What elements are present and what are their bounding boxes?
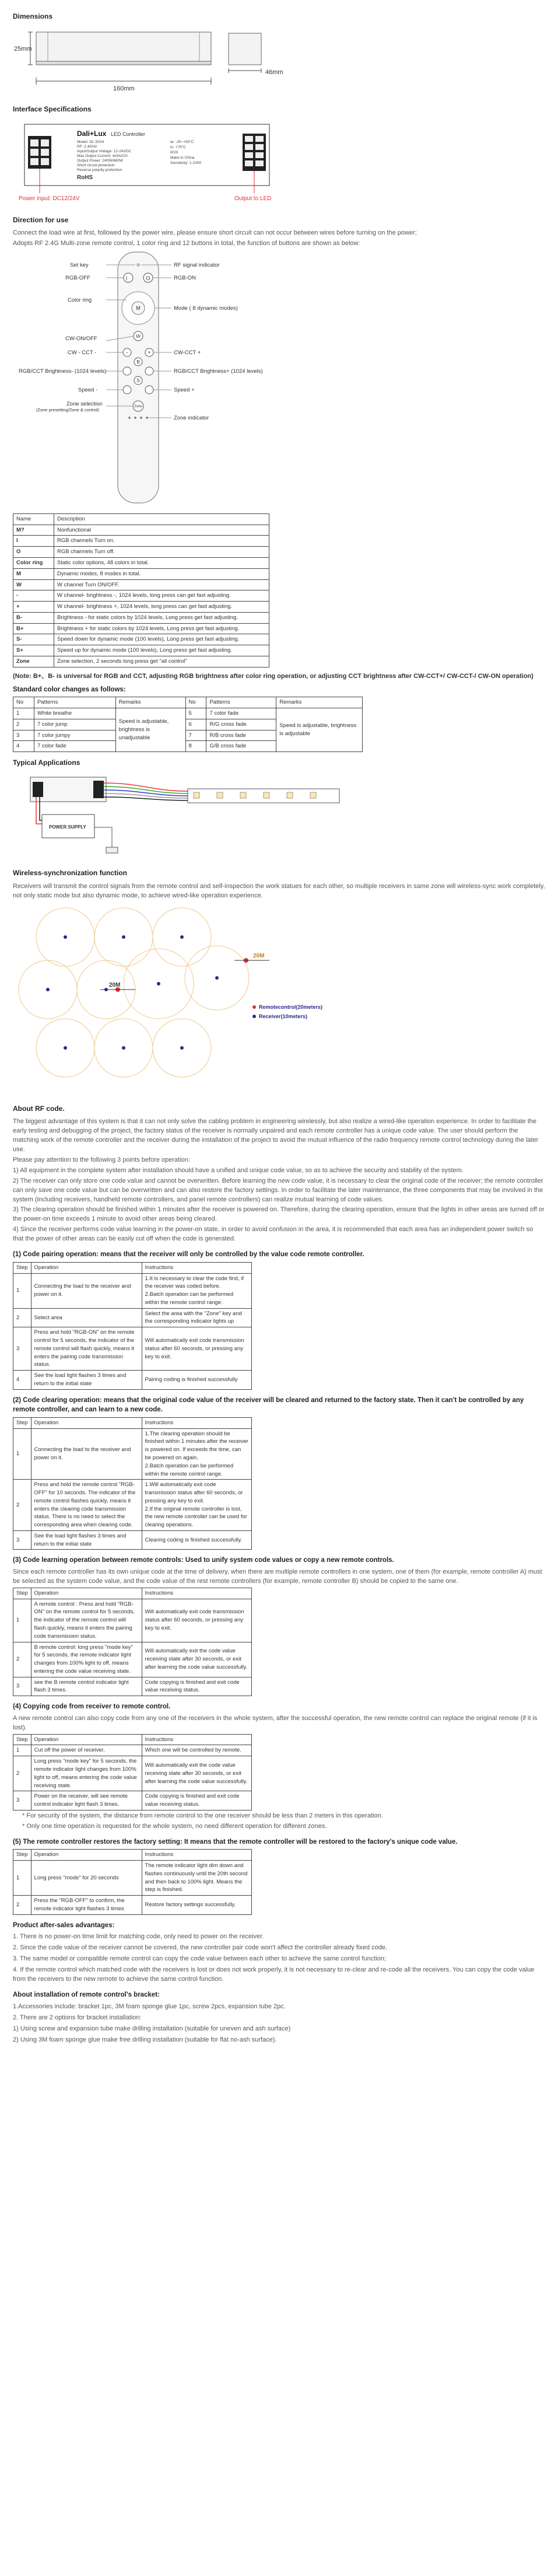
interface-brand: Dali+Lux — [77, 129, 107, 138]
copying-note-1: * For security of the system, the distance from remote control to the one receiver should be less than 2 meters in this operation. — [22, 1812, 383, 1819]
rf-paragraphs — [13, 1117, 545, 1244]
learning-table — [13, 1588, 252, 1696]
rf-paragraph: 1) All equipment in the complete system after installation should have a unified and unique code value, so as to achieve the security and stability of the system. — [13, 1166, 464, 1174]
instructions-cell: Will automatically exit the code value receiving state after 30 seconds, or exit after learning the code value successfully. — [142, 1642, 251, 1677]
label-cw-cct-plus: CW-CCT + — [174, 349, 201, 356]
operation-cell: See the load light flashes 3 times and return to the initial state — [31, 1530, 142, 1550]
step-table-header: Instructions — [142, 1850, 251, 1861]
rf-section — [13, 1104, 545, 1245]
label-brightness-plus: RGB/CCT Brightness+ (1024 levels) — [174, 368, 263, 375]
brightness-note: (Note: B+、B- is universal for RGB and CCT, adjusting RGB brightness after color ring operation, or adjusting CCT brightness after CW-CCT+/ CW-CCT-/ CW-ON operation) — [13, 672, 534, 680]
table-row — [13, 536, 269, 547]
instructions-cell: Select the area with the "Zone" key and the corresponding indicator lights up — [142, 1308, 251, 1327]
advantage-item: 3. The same model or compatible remote control can copy the code value between each other to achieve the same control function; — [13, 1955, 386, 1963]
operation-cell: See the load light flashes 3 times and return to the initial state — [31, 1371, 142, 1390]
interface-section — [13, 104, 545, 209]
button-description-cell: Dynamic modes, 8 modes in total. — [54, 568, 269, 579]
operation-cell: Press and hold "RGB-ON" on the remote control for 5 seconds, the indicator of the remote control will flash quickly, means it enters the pairing code transmission status. — [31, 1327, 142, 1371]
pairing-section — [13, 1250, 545, 1389]
label-mode: Mode ( 8 dynamic modes) — [174, 305, 238, 312]
direction-section — [13, 215, 545, 752]
button-name-cell: W — [13, 579, 54, 590]
distance-label-1: 20M — [109, 981, 121, 988]
instructions-cell: The remote indicator light dim down and flashes continuously until the 20th second and then back to 100% light. Means the step is finished. — [142, 1861, 251, 1896]
table-row — [13, 1861, 252, 1896]
step-number-cell: 1 — [13, 1861, 31, 1896]
step-table-header: Operation — [31, 1262, 142, 1273]
advantage-item: 4. If the remote control which matched code with the receivers is lost or does not work properly, it is not necessary to re-clear and re-code all the receivers. You can copy the code value from the receivers to the new remote to achieve the same control function. — [13, 1966, 535, 1983]
legend-remote: Remotecontrol(20meters) — [259, 1004, 323, 1010]
button-name-cell: B+ — [13, 623, 54, 634]
advantages-title: Product after-sales advantages: — [13, 1921, 115, 1929]
table-row: 2 7 color jump 6 R/G cross fade — [13, 719, 363, 730]
rf-title: About RF code. — [13, 1104, 65, 1113]
instructions-cell: Which one will be controlled by remote. — [142, 1745, 251, 1756]
instructions-cell: Restore factory settings successfully. — [142, 1896, 251, 1915]
button-description-cell: Brightness - for static colors by 1024 levels, Long press get fast adjusting. — [54, 612, 269, 623]
restore-section — [13, 1837, 545, 1915]
button-name-cell: M? — [13, 525, 54, 536]
step-number-cell: 2 — [13, 1480, 31, 1531]
button-description-cell: RGB channels Turn off. — [54, 547, 269, 558]
step-number-cell: 3 — [13, 1677, 31, 1696]
copying-para: A new remote control can also copy code from any one of the receivers in the whole system, after the successful operation, the new remote control can replace the original remote (if it is lost). — [13, 1714, 538, 1731]
step-table-header: Operation — [31, 1588, 142, 1599]
table-row — [13, 1480, 252, 1531]
step-table-header: Instructions — [142, 1262, 251, 1273]
label-rf-indicator: RF signal indicator — [174, 261, 220, 268]
pairing-title: (1) Code pairing operation: means that the receiver will only be controlled by the value code remote controller. — [13, 1251, 364, 1259]
direction-para-2: Adopts RF 2.4G Multi-zone remote control, 1 color ring and 12 buttons in total, the function of buttons are shown as below: — [13, 239, 360, 247]
button-description-cell: RGB channels Turn on. — [54, 536, 269, 547]
restore-table — [13, 1849, 252, 1914]
label-cw-cct-minus: CW - CCT - — [68, 349, 97, 356]
copying-note-2: * Only one time operation is requested for the whole system, no need different operation for different zones. — [22, 1822, 327, 1830]
color-changes-title: Standard color changes as follows: — [13, 686, 126, 693]
btn-zone-glyph[interactable]: Zone — [134, 404, 142, 408]
dim-width-label: 160mm — [113, 85, 135, 93]
table-row — [13, 1896, 252, 1915]
cc-h-no-2: No — [185, 697, 206, 708]
table-row — [13, 656, 269, 667]
button-name-cell: B- — [13, 612, 54, 623]
step-table-header: Instructions — [142, 1734, 251, 1745]
bracket-item: 2) Using 3M foam sponge glue make free drilling installation (suitable for flat no-ash surface). — [13, 2036, 277, 2043]
bracket-item: 1) Using screw and expansion tube make drilling installation (suitable for uneven and ash surface) — [13, 2025, 291, 2032]
learning-para: Since each remote controller has its own unique code at the time of delivery, when there are multiple remote controllers in one system, one of them (for example, remote controller A) must be selected as the system code value, and the code value of the rest remote controllers (for example, remote controller B) should be copied to the same one. — [13, 1568, 542, 1585]
interface-spec-line: Output Power: 240W/480W — [77, 158, 124, 163]
direction-para-1: Connect the load wire at first, followed by the power wire, please ensure short circuit can not occur between wires before turning on the power; — [13, 229, 417, 237]
interface-spec-line: Input/Output Voltage: 12-24VDC — [77, 149, 132, 153]
step-number-cell: 2 — [13, 1756, 31, 1791]
table-row: 3 7 color jumpy 7 R/B cross fade — [13, 730, 363, 741]
table-row — [13, 1677, 252, 1696]
interface-drawing — [13, 118, 339, 206]
label-zone-presetting: (Zone presetting/Zone & control) — [36, 407, 99, 413]
color-changes-table — [13, 697, 363, 752]
button-description-cell: Brightness + for static colors by 1024 levels, Long press get fast adjusting. — [54, 623, 269, 634]
power-supply-label: POWER SUPPLY — [49, 824, 86, 830]
step-table-header: Step — [13, 1417, 31, 1428]
cc-h-patterns-1: Patterns — [34, 697, 115, 708]
operation-cell: Press the "RGB-OFF" to confirm, the remote indicator light flashes 3 times — [31, 1896, 142, 1915]
cc-remark-left: Speed is adjustable, brightness is unadjustable — [115, 708, 185, 752]
table-row — [13, 634, 269, 645]
btn-cct-minus[interactable]: - — [126, 349, 128, 355]
advantage-item: 1. There is no power-on time limit for matching code, only need to power on the receiver. — [13, 1933, 264, 1941]
button-name-cell: S+ — [13, 645, 54, 656]
wireless-section — [13, 868, 545, 1097]
typical-section — [13, 758, 545, 862]
table-row — [13, 612, 269, 623]
btn-m-glyph[interactable]: M — [136, 305, 141, 311]
instructions-cell: 1.Will automatically exit code transmission status after 60 seconds, or pressing any key to exit. 2.If the original remote controller is lost, the new remote controller can be used for clearing operations. — [142, 1480, 251, 1531]
pairing-table — [13, 1262, 252, 1390]
step-number-cell: 4 — [13, 1371, 31, 1390]
instructions-cell: Will automatically exit code transmission status after 60 seconds, or pressing any key to exit. — [142, 1599, 251, 1642]
label-zone-selection: Zone selection — [66, 400, 103, 407]
button-name-cell: M — [13, 568, 54, 579]
operation-cell: Press and hold the remote control "RGB-OFF" for 10 seconds. The indicator of the remote control flashes quickly, means it enters the clearing code transmission status. There is no need to select the corresponding area when clearing code. — [31, 1480, 142, 1531]
rf-paragraph: 4) Since the receiver performs code value learning in the power-on state, in order to avoid confusion in the area, it is recommended that each area has an independent power switch so that the power of other areas can be easily cut off when the code is generated. — [13, 1226, 534, 1243]
interface-right-line: IP20 — [170, 150, 178, 155]
wireless-title: Wireless-synchronization function — [13, 869, 127, 878]
button-table-header-name: Name — [13, 513, 54, 525]
btn-s-glyph[interactable]: S — [136, 378, 140, 383]
interface-right-line: Sensitivity: 1-1000 — [170, 160, 202, 165]
button-name-cell: O — [13, 547, 54, 558]
learning-section — [13, 1556, 545, 1696]
cc-h-remarks-2: Remarks — [276, 697, 363, 708]
clearing-section — [13, 1396, 545, 1550]
button-name-cell: S- — [13, 634, 54, 645]
instructions-cell: Code copying is finished and exit code value receiving status. — [142, 1791, 251, 1810]
button-description-cell: Nonfunctional — [54, 525, 269, 536]
btn-i-glyph[interactable]: I — [125, 275, 128, 281]
power-input-label: Power input: DC12/24V — [19, 195, 80, 202]
clearing-table — [13, 1417, 252, 1550]
bracket-section — [13, 1990, 545, 2044]
interface-right-line: Make in China — [170, 155, 195, 160]
step-table-header: Step — [13, 1588, 31, 1599]
operation-cell: Connecting the load to the receiver and power on it. — [31, 1428, 142, 1480]
rf-paragraph: 2) The receiver can only store one code value and cannot be overwritten. Before learning the new code value, it is necessary to clear the original code of the receiver; the remote controller can only save one code value but can be overwritten and can also restore the factory settings. In order to facilitate the later maintenance, the three components that may be involved in the system (including receivers, handheld remote controllers, and panel remote controllers) can realize mutual learning of code values. — [13, 1177, 543, 1203]
table-row — [13, 1371, 252, 1390]
table-row — [13, 1642, 252, 1677]
cc-h-remarks-1: Remarks — [115, 697, 185, 708]
table-row — [13, 1273, 252, 1308]
bracket-title: About installation of remote control's bracket: — [13, 1991, 160, 1999]
legend-receiver: Receiver(10meters) — [259, 1013, 308, 1019]
table-row — [13, 1599, 252, 1642]
wireless-range-diagram — [13, 902, 363, 1095]
table-row — [13, 1308, 252, 1327]
button-table-body — [13, 525, 269, 667]
button-name-cell: Zone — [13, 656, 54, 667]
table-row — [13, 1745, 252, 1756]
step-table-header: Operation — [31, 1734, 142, 1745]
btn-w-glyph[interactable]: W — [136, 333, 141, 339]
instructions-cell: Will automatically exit the code value receiving state after 30 seconds, or exit after learning the code value successfully. — [142, 1756, 251, 1791]
operation-cell: Cut off the power of receiver. — [31, 1745, 142, 1756]
dim-height-label: 25mm — [14, 46, 32, 53]
table-row — [13, 525, 269, 536]
label-zone-indicator: Zone indicator — [174, 414, 209, 421]
table-row: 1 White breathe Speed is adjustable, brightness is unadjustable 5 7 color fade Speed is adjustable, brightness is adjustable — [13, 708, 363, 719]
step-table-header: Instructions — [142, 1588, 251, 1599]
interface-right-line: tc: +75°C — [170, 145, 186, 149]
remote-diagram — [19, 250, 310, 518]
label-color-ring: Color ring — [68, 296, 92, 303]
dimensions-section — [13, 12, 545, 99]
table-row — [13, 1327, 252, 1371]
step-number-cell: 1 — [13, 1745, 31, 1756]
color-changes-body — [13, 708, 363, 752]
copying-section — [13, 1702, 545, 1831]
advantages-section — [13, 1921, 545, 1984]
label-cw-onoff: CW-ON/OFF — [65, 335, 97, 342]
operation-cell: Long press "mode key" for 5 seconds, the remote indicator light changes from 100% light to off, means entering the code value receiving state. — [31, 1756, 142, 1791]
button-name-cell: I — [13, 536, 54, 547]
label-speed-plus: Speed + — [174, 386, 195, 393]
table-row — [13, 557, 269, 568]
interface-spec-line: Model: DL-5016 — [77, 139, 104, 144]
button-description-cell: Speed up for dynamic mode (100 levels), Long press get fast adjusting. — [54, 645, 269, 656]
table-row — [13, 1791, 252, 1810]
label-rgb-on: RGB-ON — [174, 274, 196, 281]
advantage-item: 2. Since the code value of the receiver cannot be covered, the new controller pair code won't affect the controller already fixed code. — [13, 1944, 388, 1952]
wireless-para: Receivers will transmit the control signals from the remote control and self-inspection the work statues for each other, so multiple receivers in same zone will wireless-sync work completely, not only static mode but also dynamic mode, to achieve wired-like operation experience. — [13, 882, 545, 899]
table-row — [13, 645, 269, 656]
step-table-header: Instructions — [142, 1417, 251, 1428]
cc-h-no-1: No — [13, 697, 34, 708]
step-number-cell: 2 — [13, 1642, 31, 1677]
instructions-cell: 1.It is necessary to clear the code first, if the receiver was coded before. 2.Batch operation can be performed within the remote control range. — [142, 1273, 251, 1308]
dimensions-title: Dimensions — [13, 12, 53, 20]
step-number-cell: 1 — [13, 1599, 31, 1642]
table-row — [13, 547, 269, 558]
label-speed-minus: Speed - — [78, 386, 98, 393]
button-name-cell: Color ring — [13, 557, 54, 568]
btn-o-glyph[interactable]: O — [146, 275, 150, 281]
rf-paragraph: Please pay attention to the following 3 points before operation: — [13, 1156, 190, 1163]
step-table-header: Step — [13, 1734, 31, 1745]
advantages-list — [13, 1932, 545, 1984]
distance-label-2: 20M — [253, 952, 265, 959]
step-table-header: Operation — [31, 1850, 142, 1861]
button-description-cell: Speed down for dynamic mode (100 levels), Long press get fast adjusting. — [54, 634, 269, 645]
instructions-cell: Pairing coding is finished successfully — [142, 1371, 251, 1390]
operation-cell: see the B remote control indicator light flash 3 times. — [31, 1677, 142, 1696]
operation-cell: Long press "mode" for 20 seconds — [31, 1861, 142, 1896]
output-led-label: Output to LED — [234, 195, 272, 202]
copying-table — [13, 1734, 252, 1810]
button-name-cell: - — [13, 590, 54, 602]
typical-wiring-diagram — [13, 771, 363, 859]
label-rgb-off: RGB-OFF — [65, 274, 90, 281]
instructions-cell: Clearing coding is finished successfully. — [142, 1530, 251, 1550]
cc-remark-right: Speed is adjustable, brightness is adjustable — [276, 708, 363, 752]
button-description-cell: W channel Turn ON/OFF. — [54, 579, 269, 590]
button-name-cell: + — [13, 602, 54, 613]
table-row — [13, 568, 269, 579]
table-row — [13, 579, 269, 590]
cc-h-patterns-2: Patterns — [206, 697, 276, 708]
step-number-cell: 3 — [13, 1530, 31, 1550]
button-description-cell: Zone selection, 2 seconds long press get "all control" — [54, 656, 269, 667]
interface-title: Interface Specifications — [13, 105, 92, 114]
interface-spec-line: Short circuit protection — [77, 163, 115, 167]
interface-spec-line: Max Output Current: 4x5A/CH — [77, 153, 128, 158]
step-number-cell: 1 — [13, 1273, 31, 1308]
dim-depth-label: 46mm — [265, 69, 283, 76]
interface-product: LED Controller — [111, 131, 146, 137]
table-row — [13, 1530, 252, 1550]
btn-b-glyph[interactable]: B — [136, 359, 140, 365]
bracket-list — [13, 2002, 545, 2045]
rf-paragraph: The biggest advantage of this system is that it can not only solve the cabling problem in engineering wirelessly, but also realize a wired-like operation experience. In order to facilitate the early testing and debugging of the project, the factory status of the receiver is normally unpaired and each remote controller has a unique code value. The user should perform the matching work of the remote controller and the receiver during the installation of the project to avoid the mutual influence of the radio frequency remote control technology during the later use. — [13, 1118, 539, 1153]
bracket-item: 2. There are 2 options for bracket installation: — [13, 2014, 142, 2021]
step-table-header: Operation — [31, 1417, 142, 1428]
button-description-cell: W channel- brightness -, 1024 levels, long press can get fast adjusting. — [54, 590, 269, 602]
table-row — [13, 623, 269, 634]
rohs-mark: RoHS — [77, 174, 93, 181]
instructions-cell: 1.The clearing operation should be finished within 1 minutes after the receiver is powered on. If exceeds the time, can be powered on again. 2.Batch operation can be performed within the remote control range. — [142, 1428, 251, 1480]
label-brightness-minus: RGB/CCT Brightness- (1024 levels) — [19, 368, 107, 375]
operation-cell: Select area — [31, 1308, 142, 1327]
operation-cell: A remote control : Press and hold "RGB-ON" on the remote control for 5 seconds, the indicator of the remote control will flash quickly, means it enters the pairing code transmission status. — [31, 1599, 142, 1642]
step-number-cell: 2 — [13, 1308, 31, 1327]
interface-right-line: ta: -20~+50°C — [170, 139, 194, 144]
interface-spec-line: Reverse polarity protection — [77, 167, 122, 172]
direction-title: Direction for use — [13, 215, 69, 224]
btn-cct-plus[interactable]: + — [148, 349, 151, 355]
button-table — [13, 513, 269, 667]
step-number-cell: 1 — [13, 1428, 31, 1480]
button-description-cell: Static color options, 48 colors in total. — [54, 557, 269, 568]
learning-title: (3) Code learning operation between remote controls: Used to unify system code values or copy a new remote controls. — [13, 1557, 394, 1564]
operation-cell: Power on the receiver, will see remote control indicator light flash 3 times. — [31, 1791, 142, 1810]
label-set-key: Set key — [70, 261, 89, 268]
clearing-title: (2) Code clearing operation: means that the original code value of the receiver will be cleared and returned to the factory state. Then it can't be controlled by any remote controller, and can learn to a new code. — [13, 1396, 524, 1414]
interface-spec-line: RF: 2.4GHz — [77, 144, 97, 149]
instructions-cell: Will automatically exit code transmission status after 60 seconds, or pressing any key to exit. — [142, 1327, 251, 1371]
table-row: 4 7 color fade 8 G/B cross fade — [13, 741, 363, 752]
step-table-header: Step — [13, 1850, 31, 1861]
step-number-cell: 3 — [13, 1327, 31, 1371]
typical-title: Typical Applications — [13, 759, 80, 767]
table-row — [13, 1428, 252, 1480]
operation-cell: B remote control: long press "mode key" for 5 seconds, the remote indicator light changes from 100% light to off, means entering the code value receiving state. — [31, 1642, 142, 1677]
step-number-cell: 2 — [13, 1896, 31, 1915]
copying-title: (4) Copying code from receiver to remote control. — [13, 1703, 171, 1711]
button-description-cell: W channel- brightness +, 1024 levels, long press can get fast adjusting. — [54, 602, 269, 613]
instructions-cell: Code copying is finished and exit code value receiving status. — [142, 1677, 251, 1696]
restore-title: (5) The remote controller restores the factory setting: It means that the remote controller will be restored to the factory's unique code value. — [13, 1838, 458, 1846]
step-table-header: Step — [13, 1262, 31, 1273]
bracket-item: 1.Accessories include: bracket 1pc, 3M foam sponge glue 1pc, screw 2pcs, expansion tube 2pc. — [13, 2002, 286, 2010]
table-row — [13, 590, 269, 602]
rf-paragraph: 3) The clearing operation should be finished within 1 minutes after the receiver is powered on. Therefore, during the clearing operation, ensure that the lights in other areas are turned off or the power-on time exceeds 1 minute to avoid other areas being cleared. — [13, 1206, 545, 1223]
operation-cell: Connecting the load to the receiver and power on it. — [31, 1273, 142, 1308]
table-row — [13, 602, 269, 613]
table-row — [13, 1756, 252, 1791]
button-table-header-description: Description — [54, 513, 269, 525]
step-number-cell: 3 — [13, 1791, 31, 1810]
dimensions-drawing — [13, 25, 339, 95]
